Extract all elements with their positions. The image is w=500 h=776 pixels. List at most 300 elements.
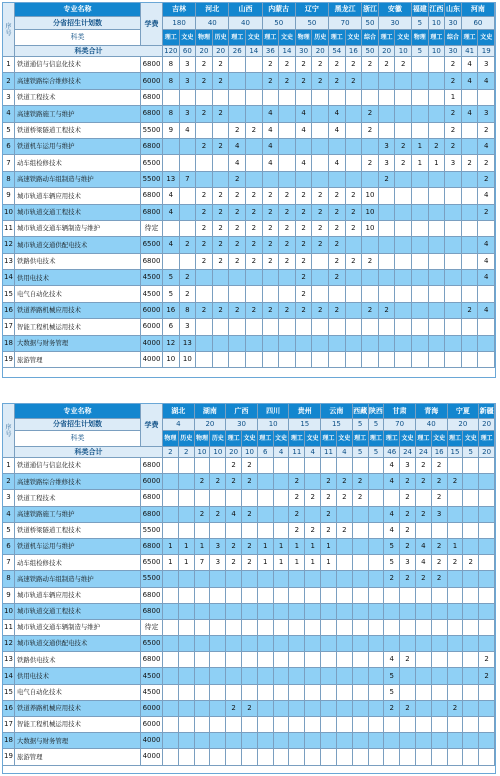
quota-cell xyxy=(463,749,479,765)
quota-cell: 2 xyxy=(213,254,230,270)
quota-cell: 2 xyxy=(279,188,296,204)
quota-cell xyxy=(226,636,242,652)
quota-cell: 13 xyxy=(180,336,197,352)
quota-cell: 2 xyxy=(279,57,296,73)
quota-cell xyxy=(210,490,226,506)
quota-cell xyxy=(242,490,258,506)
quota-cell: 7 xyxy=(180,172,197,188)
quota-cell xyxy=(279,336,296,352)
quota-cell xyxy=(412,303,429,319)
province-name: 云南 xyxy=(321,404,353,419)
quota-cell xyxy=(242,668,258,684)
quota-cell xyxy=(362,172,379,188)
quota-cell: 2 xyxy=(296,303,313,319)
quota-cell: 4 xyxy=(416,539,432,555)
province-name: 陕西 xyxy=(369,404,385,419)
quota-cell: 2 xyxy=(395,139,412,155)
quota-cell xyxy=(258,652,274,668)
quota-cell xyxy=(296,139,313,155)
plan-header: 分省招生计划数 xyxy=(15,17,141,30)
quota-cell: 2 xyxy=(196,106,213,122)
quota-cell: 3 xyxy=(379,139,396,155)
quota-cell xyxy=(463,685,479,701)
quota-cell xyxy=(384,749,400,765)
quota-cell: 2 xyxy=(296,57,313,73)
quota-cell xyxy=(226,685,242,701)
quota-cell xyxy=(463,668,479,684)
quota-cell xyxy=(258,685,274,701)
quota-cell: 2 xyxy=(400,523,416,539)
quota-cell xyxy=(213,286,230,302)
quota-cell xyxy=(479,539,495,555)
row-number: 7 xyxy=(3,555,15,571)
quota-cell xyxy=(369,458,385,474)
quota-cell xyxy=(400,733,416,749)
quota-cell xyxy=(279,90,296,106)
quota-cell xyxy=(379,123,396,139)
quota-cell: 2 xyxy=(246,188,263,204)
major-name: 铁道养路机械应用技术 xyxy=(15,701,141,717)
quota-cell xyxy=(412,90,429,106)
quota-cell: 4 xyxy=(263,139,280,155)
quota-cell xyxy=(312,270,329,286)
quota-cell xyxy=(412,336,429,352)
quota-cell xyxy=(346,237,363,253)
quota-cell xyxy=(416,588,432,604)
subject-category: 历史 xyxy=(179,431,195,447)
quota-cell xyxy=(362,319,379,335)
quota-cell xyxy=(321,458,337,474)
quota-cell: 2 xyxy=(242,474,258,490)
subject-sum: 10 xyxy=(210,447,226,458)
quota-cell xyxy=(416,701,432,717)
quota-cell xyxy=(263,319,280,335)
quota-cell xyxy=(448,507,464,523)
quota-cell xyxy=(445,270,462,286)
quota-cell xyxy=(210,733,226,749)
subject-category: 物理 xyxy=(296,30,313,46)
quota-cell xyxy=(258,668,274,684)
quota-cell: 2 xyxy=(213,188,230,204)
quota-cell: 2 xyxy=(196,139,213,155)
row-number: 12 xyxy=(3,237,15,253)
quota-cell xyxy=(180,139,197,155)
province-total: 15 xyxy=(289,419,321,431)
quota-cell xyxy=(163,523,179,539)
quota-cell xyxy=(274,523,290,539)
quota-cell xyxy=(463,507,479,523)
tuition-fee: 4500 xyxy=(141,685,163,701)
quota-cell: 2 xyxy=(312,237,329,253)
quota-cell xyxy=(416,668,432,684)
quota-cell: 2 xyxy=(379,57,396,73)
quota-cell xyxy=(395,221,412,237)
province-name: 西藏 xyxy=(353,404,369,419)
quota-cell xyxy=(395,237,412,253)
row-number: 19 xyxy=(3,352,15,368)
quota-cell: 8 xyxy=(163,57,180,73)
quota-cell xyxy=(195,620,211,636)
quota-cell xyxy=(163,90,180,106)
quota-cell xyxy=(379,188,396,204)
quota-cell: 13 xyxy=(163,172,180,188)
tuition-fee: 6800 xyxy=(141,507,163,523)
quota-cell xyxy=(289,458,305,474)
quota-cell: 16 xyxy=(163,303,180,319)
quota-cell xyxy=(279,319,296,335)
quota-cell xyxy=(346,352,363,368)
quota-cell xyxy=(329,139,346,155)
quota-cell xyxy=(463,733,479,749)
quota-cell: 1 xyxy=(321,555,337,571)
subject-category: 理工 xyxy=(369,431,385,447)
subject-category: 历史 xyxy=(312,30,329,46)
quota-cell xyxy=(337,685,353,701)
quota-cell: 2 xyxy=(329,270,346,286)
quota-cell xyxy=(448,717,464,733)
quota-cell xyxy=(195,701,211,717)
quota-cell xyxy=(179,604,195,620)
quota-cell xyxy=(258,620,274,636)
quota-cell xyxy=(369,523,385,539)
quota-cell xyxy=(416,490,432,506)
quota-cell xyxy=(445,303,462,319)
subject-category: 理工 xyxy=(416,431,432,447)
province-total: 40 xyxy=(229,17,262,30)
quota-cell xyxy=(479,507,495,523)
major-name: 动车组检修技术 xyxy=(15,155,141,171)
quota-cell xyxy=(463,523,479,539)
quota-cell xyxy=(296,172,313,188)
quota-cell xyxy=(412,106,429,122)
quota-cell xyxy=(448,636,464,652)
tuition-fee: 6800 xyxy=(141,458,163,474)
quota-cell xyxy=(478,221,495,237)
major-name: 动车组检修技术 xyxy=(15,555,141,571)
quota-cell xyxy=(179,490,195,506)
quota-cell xyxy=(195,490,211,506)
quota-cell xyxy=(210,636,226,652)
quota-cell xyxy=(312,286,329,302)
quota-cell xyxy=(229,336,246,352)
quota-cell xyxy=(242,571,258,587)
quota-cell: 4 xyxy=(263,106,280,122)
quota-cell xyxy=(180,254,197,270)
quota-cell xyxy=(210,620,226,636)
quota-cell xyxy=(213,270,230,286)
quota-cell xyxy=(242,733,258,749)
quota-cell xyxy=(163,588,179,604)
row-number: 8 xyxy=(3,571,15,587)
quota-cell xyxy=(432,604,448,620)
quota-cell xyxy=(448,588,464,604)
major-name: 城市轨道车辆应用技术 xyxy=(15,188,141,204)
quota-cell xyxy=(229,57,246,73)
quota-cell xyxy=(312,90,329,106)
quota-cell xyxy=(279,172,296,188)
tuition-fee: 6800 xyxy=(141,588,163,604)
quota-cell: 2 xyxy=(196,254,213,270)
quota-cell: 2 xyxy=(242,555,258,571)
plan-header: 分省招生计划数 xyxy=(15,419,141,431)
quota-cell xyxy=(329,319,346,335)
quota-cell: 4 xyxy=(163,188,180,204)
subject-category: 理工 xyxy=(226,431,242,447)
row-number: 13 xyxy=(3,254,15,270)
quota-cell: 2 xyxy=(346,205,363,221)
quota-cell xyxy=(429,172,446,188)
quota-cell xyxy=(305,749,321,765)
row-number: 8 xyxy=(3,172,15,188)
quota-cell xyxy=(279,106,296,122)
quota-cell: 2 xyxy=(432,539,448,555)
quota-cell xyxy=(462,221,479,237)
quota-cell: 2 xyxy=(400,571,416,587)
quota-cell xyxy=(362,286,379,302)
quota-cell: 2 xyxy=(445,139,462,155)
subject-category: 文史 xyxy=(478,30,495,46)
subject-category: 理工 xyxy=(479,431,495,447)
subject-category: 文史 xyxy=(346,30,363,46)
quota-cell: 4 xyxy=(478,270,495,286)
subject-sum: 30 xyxy=(296,46,313,57)
subject-sum: 2 xyxy=(163,447,179,458)
quota-cell xyxy=(210,523,226,539)
province-name: 黑龙江 xyxy=(329,3,362,17)
quota-cell xyxy=(289,620,305,636)
quota-cell: 3 xyxy=(210,539,226,555)
quota-cell xyxy=(463,474,479,490)
subject-category: 理工 xyxy=(448,431,464,447)
row-number: 3 xyxy=(3,490,15,506)
quota-cell: 2 xyxy=(478,205,495,221)
subject-category: 文史 xyxy=(279,30,296,46)
quota-cell xyxy=(479,685,495,701)
quota-cell xyxy=(242,717,258,733)
quota-cell xyxy=(448,749,464,765)
quota-cell xyxy=(196,123,213,139)
tuition-fee: 6000 xyxy=(141,319,163,335)
quota-cell: 2 xyxy=(296,73,313,89)
quota-cell: 2 xyxy=(210,507,226,523)
subject-sum: 10 xyxy=(395,46,412,57)
quota-cell: 2 xyxy=(289,507,305,523)
row-number: 9 xyxy=(3,188,15,204)
quota-cell xyxy=(400,668,416,684)
quota-cell xyxy=(210,668,226,684)
quota-cell xyxy=(210,571,226,587)
quota-cell xyxy=(478,336,495,352)
quota-cell xyxy=(305,701,321,717)
quota-cell: 2 xyxy=(263,205,280,221)
quota-cell: 2 xyxy=(213,237,230,253)
quota-cell xyxy=(432,620,448,636)
quota-cell xyxy=(429,237,446,253)
quota-cell: 2 xyxy=(213,73,230,89)
quota-cell xyxy=(196,352,213,368)
quota-cell: 1 xyxy=(445,90,462,106)
quota-cell xyxy=(305,652,321,668)
subject-category: 文史 xyxy=(395,30,412,46)
quota-cell: 2 xyxy=(429,139,446,155)
quota-cell xyxy=(416,685,432,701)
quota-cell xyxy=(229,73,246,89)
quota-cell xyxy=(329,336,346,352)
quota-cell xyxy=(353,539,369,555)
quota-cell: 2 xyxy=(445,106,462,122)
admission-table-1 xyxy=(2,2,496,378)
subject-category: 理工 xyxy=(329,30,346,46)
subject-category: 理工 xyxy=(263,30,280,46)
quota-cell xyxy=(379,90,396,106)
quota-cell xyxy=(312,139,329,155)
subject-sum: 20 xyxy=(213,46,230,57)
quota-cell: 2 xyxy=(445,73,462,89)
quota-cell: 5 xyxy=(163,286,180,302)
quota-cell: 1 xyxy=(179,539,195,555)
quota-cell xyxy=(429,90,446,106)
quota-cell xyxy=(353,555,369,571)
quota-cell xyxy=(412,57,429,73)
quota-cell: 2 xyxy=(337,490,353,506)
quota-cell xyxy=(195,588,211,604)
quota-cell xyxy=(429,221,446,237)
quota-cell xyxy=(163,139,180,155)
quota-cell xyxy=(384,636,400,652)
quota-cell: 2 xyxy=(321,474,337,490)
tuition-fee: 4000 xyxy=(141,352,163,368)
quota-cell: 2 xyxy=(463,555,479,571)
quota-cell xyxy=(429,336,446,352)
quota-cell: 1 xyxy=(412,155,429,171)
quota-cell: 2 xyxy=(329,221,346,237)
major-name: 旅游管理 xyxy=(15,352,141,368)
quota-cell xyxy=(445,205,462,221)
quota-cell xyxy=(412,319,429,335)
quota-cell: 2 xyxy=(312,188,329,204)
quota-cell: 10 xyxy=(180,352,197,368)
quota-cell xyxy=(462,319,479,335)
quota-cell: 2 xyxy=(196,237,213,253)
quota-cell xyxy=(369,474,385,490)
quota-cell xyxy=(353,523,369,539)
quota-cell: 2 xyxy=(312,57,329,73)
quota-cell: 1 xyxy=(448,539,464,555)
quota-cell xyxy=(196,336,213,352)
subject-category: 历史 xyxy=(210,431,226,447)
quota-cell xyxy=(242,636,258,652)
quota-cell xyxy=(196,319,213,335)
quota-cell xyxy=(195,636,211,652)
row-number: 11 xyxy=(3,620,15,636)
subject-sum: 41 xyxy=(462,46,479,57)
quota-cell xyxy=(242,604,258,620)
quota-cell: 8 xyxy=(163,106,180,122)
quota-cell: 2 xyxy=(321,507,337,523)
quota-cell xyxy=(226,652,242,668)
quota-cell xyxy=(312,155,329,171)
quota-cell xyxy=(412,254,429,270)
quota-cell: 2 xyxy=(346,254,363,270)
quota-cell xyxy=(246,57,263,73)
quota-cell xyxy=(379,270,396,286)
subject-category: 文史 xyxy=(246,30,263,46)
quota-cell xyxy=(395,352,412,368)
subject-category: 理工 xyxy=(229,30,246,46)
quota-cell xyxy=(362,90,379,106)
quota-cell xyxy=(346,336,363,352)
quota-cell: 2 xyxy=(296,254,313,270)
province-name: 福建 xyxy=(412,3,429,17)
quota-cell: 2 xyxy=(362,57,379,73)
fee-header: 学费 xyxy=(141,3,163,46)
subject-category: 物理 xyxy=(163,431,179,447)
quota-cell: 1 xyxy=(412,139,429,155)
row-number: 11 xyxy=(3,221,15,237)
subject-category: 文史 xyxy=(274,431,290,447)
quota-cell: 1 xyxy=(274,555,290,571)
subject-category: 理工 xyxy=(384,431,400,447)
quota-cell: 4 xyxy=(478,139,495,155)
quota-cell xyxy=(321,685,337,701)
subject-sum: 4 xyxy=(274,447,290,458)
quota-cell xyxy=(179,636,195,652)
subject-category: 理工 xyxy=(429,30,446,46)
tuition-fee: 6000 xyxy=(141,717,163,733)
tuition-fee: 6800 xyxy=(141,57,163,73)
quota-cell xyxy=(448,458,464,474)
quota-cell xyxy=(196,90,213,106)
row-number: 10 xyxy=(3,205,15,221)
subject-category: 文史 xyxy=(337,431,353,447)
quota-cell xyxy=(274,474,290,490)
quota-cell xyxy=(448,652,464,668)
province-name: 贵州 xyxy=(289,404,321,419)
province-total: 40 xyxy=(196,17,229,30)
quota-cell xyxy=(379,319,396,335)
quota-cell xyxy=(478,90,495,106)
quota-cell xyxy=(305,668,321,684)
quota-cell: 2 xyxy=(289,523,305,539)
quota-cell xyxy=(180,155,197,171)
quota-cell: 2 xyxy=(312,205,329,221)
major-name: 铁道通信与信息化技术 xyxy=(15,57,141,73)
major-name: 铁道桥梁隧道工程技术 xyxy=(15,123,141,139)
quota-cell xyxy=(432,588,448,604)
quota-cell xyxy=(432,652,448,668)
quota-cell xyxy=(369,717,385,733)
quota-cell xyxy=(369,588,385,604)
quota-cell: 2 xyxy=(263,303,280,319)
quota-cell: 8 xyxy=(180,303,197,319)
quota-cell xyxy=(179,749,195,765)
quota-cell xyxy=(337,604,353,620)
seq-header: 序号 xyxy=(3,3,15,57)
quota-cell: 1 xyxy=(163,555,179,571)
row-number: 18 xyxy=(3,336,15,352)
quota-cell: 2 xyxy=(479,652,495,668)
tuition-fee: 4500 xyxy=(141,270,163,286)
province-total: 50 xyxy=(362,17,379,30)
quota-cell xyxy=(179,588,195,604)
quota-cell xyxy=(369,571,385,587)
quota-cell xyxy=(274,701,290,717)
quota-cell xyxy=(384,588,400,604)
quota-cell: 2 xyxy=(226,458,242,474)
quota-cell xyxy=(229,286,246,302)
quota-cell xyxy=(289,668,305,684)
subject-sum: 11 xyxy=(289,447,305,458)
